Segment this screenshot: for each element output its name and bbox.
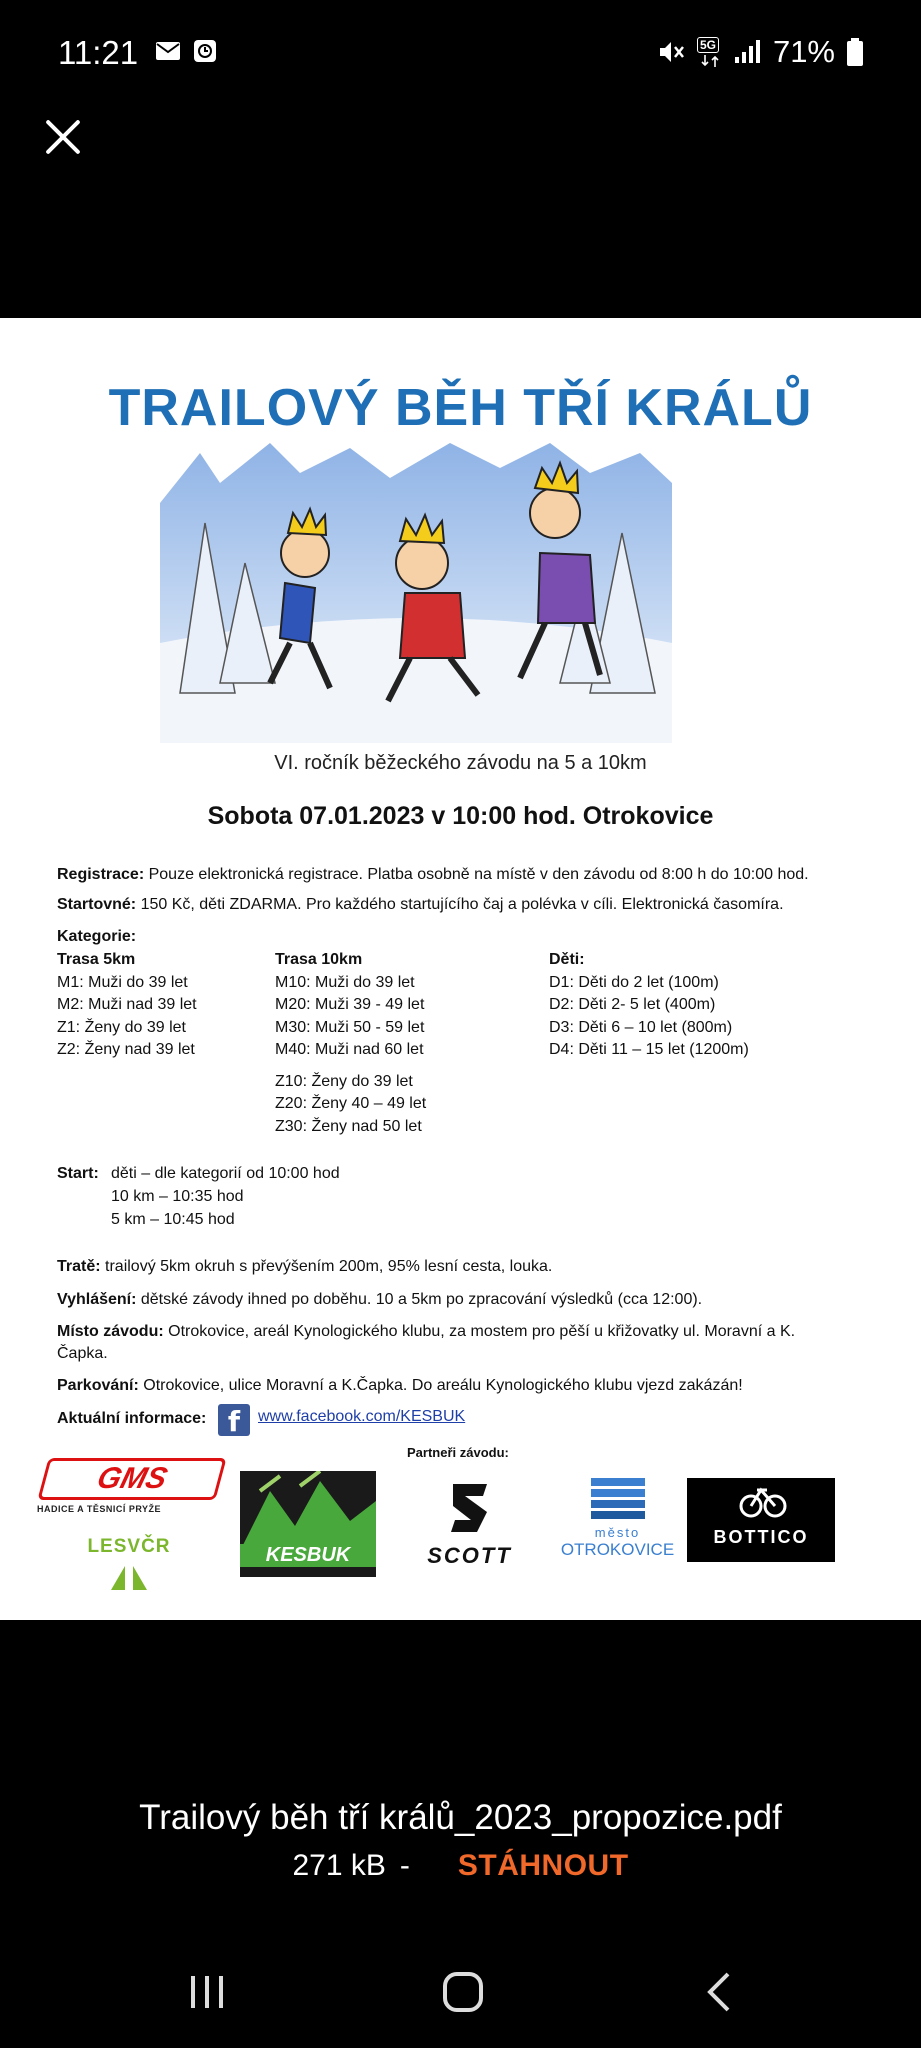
list-item: M10: Muži do 39 let (275, 973, 415, 991)
parking-line: Parkování: Otrokovice, ulice Moravní a K.Čapka. Do areálu Kynologického klubu vjezd zakázán! (57, 1377, 743, 1394)
network-5g-icon: 5G (697, 37, 723, 67)
list-item: D3: Děti 6 – 10 let (800m) (549, 1018, 733, 1036)
home-icon[interactable] (441, 1970, 485, 2014)
list-item: 5 km – 10:45 hod (111, 1211, 235, 1228)
navigation-bar (0, 1960, 921, 2030)
list-item: Z1: Ženy do 39 let (57, 1018, 186, 1036)
list-item: D4: Děti 11 – 15 let (1200m) (549, 1041, 749, 1058)
entry-fee-line: Startovné: 150 Kč, děti ZDARMA. Pro každého startujícího čaj a polévka v cíli. Elektronická časomíra. (57, 896, 784, 913)
list-item: M2: Muži nad 39 let (57, 996, 197, 1013)
current-info-label: Aktuální informace: (57, 1410, 207, 1427)
close-button[interactable] (42, 116, 84, 158)
facebook-link[interactable]: www.facebook.com/KESBUK (258, 1408, 466, 1425)
registration-line: Registrace: Pouze elektronická registrace. Platba osobně na místě v den závodu od 8:00 h do 10:00 hod. (57, 866, 809, 883)
categories-10km: Trasa 10km M10: Muži do 39 let M20: Muži 39 - 49 let M30: Muži 50 - 59 let M40: Muži nad 60 let Z10: Ženy do 39 let Z20: Ženy 40 – 49 let Z30: Ženy nad 50 let (275, 949, 426, 1138)
partners-label: Partneři závodu: (407, 1445, 509, 1460)
document-preview[interactable]: TRAILOVÝ BĚH TŘÍ KRÁLŮ VI. ročník běžeckého závodu na 5 a 10km Sobota 07.01.2023 v 10:00 hod. Otrokovice Registrace: Pouze elektronická registrace. Platba osobně na místě v den závodu od 8:00 h do 10:00 hod. Startovné: 150 Kč, děti ZDARMA. Pro každého startujícího čaj a polévka v cíli. Elektronická časomíra. Kategorie: Trasa 5km M1: Muži do 39 let M2: Muži nad 39 let Z1: Ženy do 39 let Z2: Ženy nad 39 let Trasa 10km M10: Muži do 39 let M20: Muži 39 - 49 let M30: Muži 50 - 59 let M40: Muži nad 60 let Z10: Ženy do 39 let Z20: Ženy 40 – 49 let Z30: Ženy nad 50 let Děti: D1: Děti do 2 let (100m) D2: Děti 2- 5 let (400m) D3: Děti 6 – 10 let (800m) D4: Děti 11 – 15 let (1200m) Start: děti – dle kategorií od 10:00 hod 10 km – 10:35 hod 5 km – 10:45 hod Tratě: trailový 5km okruh s převýšením 200m, 95% lesní cesta, louka. Vyhlášení: dětské závody ihned po doběhu. 10 a 5km po zpracování výsledků (cca 12:00). Místo závodu: Otrokovice, areál Kynologického klubu, za mostem pro pěší u křižovatky ul. Moravní a K. Čapka. Parkování: Otrokovice, ulice Moravní a K.Čapka. Do areálu Kynologického klubu vjezd zakázán! Aktuální informace: f www.facebook.com/KESBUK Partneři závodu: GMS HADICE A TĚSNICÍ PRYŽE LESVČR KESBUK SCOTT město OTROKOVICE BOTTICO (0, 318, 921, 1620)
awards-line: Vyhlášení: dětské závody ihned po doběhu. 10 a 5km po zpracování výsledků (cca 12:00). (57, 1291, 703, 1308)
gms-logo: GMS HADICE A TĚSNICÍ PRYŽE (37, 1458, 217, 1518)
list-item: M30: Muži 50 - 59 let (275, 1018, 425, 1036)
categories-children: Děti: D1: Děti do 2 let (100m) D2: Děti 2- 5 let (400m) D3: Děti 6 – 10 let (800m) D4: Děti 11 – 15 let (1200m) (549, 949, 749, 1062)
signal-icon (735, 40, 761, 64)
scott-logo: SCOTT (402, 1478, 537, 1568)
categories-5km: Trasa 5km M1: Muži do 39 let M2: Muži nad 39 let Z1: Ženy do 39 let Z2: Ženy nad 39 let (57, 949, 197, 1062)
mail-icon (156, 42, 180, 60)
battery-percent: 71% (772, 34, 835, 69)
categories-label: Kategorie: (57, 928, 137, 945)
kesbuk-logo: KESBUK (240, 1471, 376, 1577)
event-date-location: Sobota 07.01.2023 v 10:00 hod. Otrokovice (207, 802, 714, 830)
clock-notification-icon (194, 40, 216, 62)
mute-icon (657, 39, 685, 65)
status-time: 11:21 (58, 34, 139, 71)
list-item: Z20: Ženy 40 – 49 let (275, 1095, 427, 1112)
list-item: 10 km – 10:35 hod (111, 1188, 244, 1205)
list-item: Z10: Ženy do 39 let (275, 1072, 413, 1090)
list-item: děti – dle kategorií od 10:00 hod (111, 1165, 340, 1182)
list-item: Z30: Ženy nad 50 let (275, 1117, 422, 1135)
event-subtitle: VI. ročník běžeckého závodu na 5 a 10km (274, 752, 647, 774)
file-size: 271 kB (292, 1849, 386, 1882)
facebook-icon[interactable]: f (218, 1404, 250, 1436)
list-item: M40: Muži nad 60 let (275, 1041, 424, 1058)
file-name: Trailový běh tří králů_2023_propozice.pdf (139, 1798, 782, 1837)
track-line: Tratě: trailový 5km okruh s převýšením 200m, 95% lesní cesta, louka. (57, 1258, 553, 1275)
bottico-logo: BOTTICO (687, 1478, 835, 1562)
list-item: D2: Děti 2- 5 let (400m) (549, 996, 716, 1013)
download-button[interactable]: STÁHNOUT (457, 1849, 629, 1882)
separator: - (399, 1849, 410, 1882)
list-item: M1: Muži do 39 let (57, 973, 188, 991)
status-bar (0, 0, 921, 110)
mesto-otrokovice-logo: město OTROKOVICE (560, 1478, 675, 1578)
battery-icon (847, 38, 863, 66)
venue-line-cont: Čapka. (57, 1345, 108, 1362)
document-title: TRAILOVÝ BĚH TŘÍ KRÁLŮ (108, 379, 813, 437)
list-item: M20: Muži 39 - 49 let (275, 996, 425, 1013)
venue-line: Místo závodu: Otrokovice, areál Kynologického klubu, za mostem pro pěší u křižovatky ul. Moravní a K. (57, 1323, 796, 1340)
list-item: Z2: Ženy nad 39 let (57, 1041, 195, 1058)
lesvcr-logo: LESVČR (84, 1536, 174, 1606)
three-kings-illustration (160, 443, 672, 743)
list-item: D1: Děti do 2 let (100m) (549, 973, 719, 991)
recent-apps-icon[interactable] (187, 1972, 227, 2012)
back-icon[interactable] (704, 1970, 734, 2014)
